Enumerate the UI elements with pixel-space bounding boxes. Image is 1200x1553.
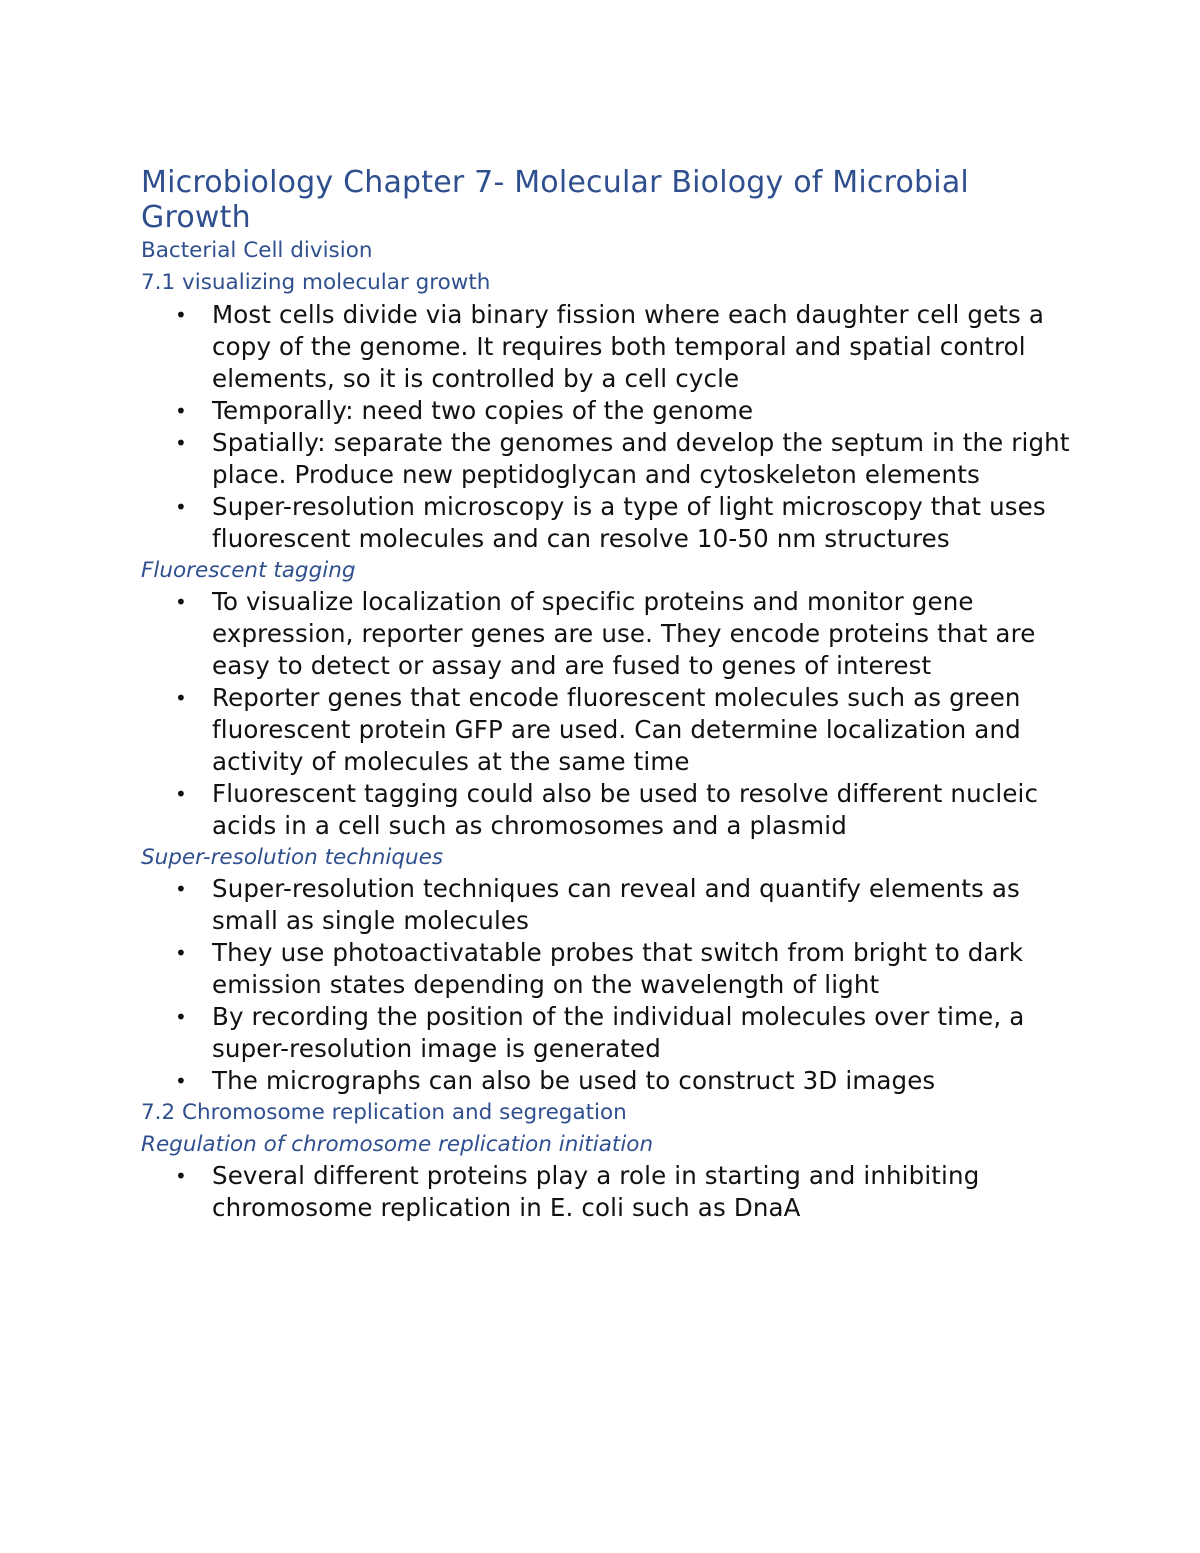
- list-item-text: Super-resolution techniques can reveal and quantify elements as small as single molecules: [212, 874, 1020, 935]
- bullet-list-7-1: [141, 299, 1071, 555]
- document-title: Microbiology Chapter 7- Molecular Biology of Microbial Growth: [141, 165, 969, 235]
- bullet-icon: •: [175, 1005, 187, 1029]
- list-item: [141, 491, 1071, 555]
- list-item-text: Most cells divide via binary fission where each daughter cell gets a copy of the genome. It requires both temporal and spatial control elements, so it is controlled by a cell cycle: [212, 300, 1045, 393]
- list-item: [141, 299, 1071, 395]
- list-item-text: Reporter genes that encode fluorescent molecules such as green fluorescent protein GFP are used. Can determine localization and activity of molecules at the same time: [212, 683, 1021, 776]
- heading-regulation-replication: Regulation of chromosome replication initiation: [141, 1132, 654, 1157]
- list-item-text: Super-resolution microscopy is a type of light microscopy that uses fluorescent molecules and can resolve 10-50 nm structures: [212, 492, 1046, 553]
- heading-7-2: 7.2 Chromosome replication and segregation: [141, 1100, 627, 1125]
- bullet-icon: •: [175, 877, 187, 901]
- bullet-icon: •: [175, 590, 187, 614]
- list-item: [141, 586, 1071, 682]
- bullet-icon: •: [175, 1164, 187, 1188]
- list-item-text: The micrographs can also be used to construct 3D images: [212, 1066, 936, 1095]
- list-item: [141, 1001, 1071, 1065]
- list-item-text: Fluorescent tagging could also be used to resolve different nucleic acids in a cell such as chromosomes and a plasmid: [212, 779, 1039, 840]
- list-item: [141, 873, 1071, 937]
- list-item-text: To visualize localization of specific proteins and monitor gene expression, reporter genes are use. They encode proteins that are easy to detect or assay and are fused to genes of interest: [212, 587, 1036, 680]
- heading-fluorescent-tagging: Fluorescent tagging: [141, 558, 356, 583]
- document-page: [141, 165, 1071, 1224]
- bullet-icon: •: [175, 1069, 187, 1093]
- bullet-icon: •: [175, 431, 187, 455]
- list-item-text: Spatially: separate the genomes and develop the septum in the right place. Produce new peptidoglycan and cytoskeleton elements: [212, 428, 1070, 489]
- list-item-text: They use photoactivatable probes that switch from bright to dark emission states depending on the wavelength of light: [212, 938, 1024, 999]
- bullet-icon: •: [175, 941, 187, 965]
- list-item: [141, 778, 1071, 842]
- list-item: [141, 1065, 1071, 1097]
- bullet-list-regulation: [141, 1160, 1071, 1224]
- bullet-icon: •: [175, 495, 187, 519]
- bullet-icon: •: [175, 782, 187, 806]
- heading-bacterial-cell-division: Bacterial Cell division: [141, 238, 373, 263]
- bullet-icon: •: [175, 686, 187, 710]
- heading-7-1: 7.1 visualizing molecular growth: [141, 270, 491, 295]
- list-item-text: By recording the position of the individual molecules over time, a super-resolution image is generated: [212, 1002, 1025, 1063]
- heading-super-resolution-techniques: Super-resolution techniques: [141, 845, 444, 870]
- list-item-text: Several different proteins play a role in starting and inhibiting chromosome replication in E. coli such as DnaA: [212, 1161, 980, 1222]
- bullet-icon: •: [175, 303, 187, 327]
- list-item: [141, 1160, 1071, 1224]
- bullet-list-super-resolution: [141, 873, 1071, 1097]
- list-item-text: Temporally: need two copies of the genome: [212, 396, 754, 425]
- bullet-icon: •: [175, 399, 187, 423]
- list-item: [141, 682, 1071, 778]
- list-item: [141, 395, 1071, 427]
- list-item: [141, 937, 1071, 1001]
- list-item: [141, 427, 1071, 491]
- bullet-list-fluorescent: [141, 586, 1071, 842]
